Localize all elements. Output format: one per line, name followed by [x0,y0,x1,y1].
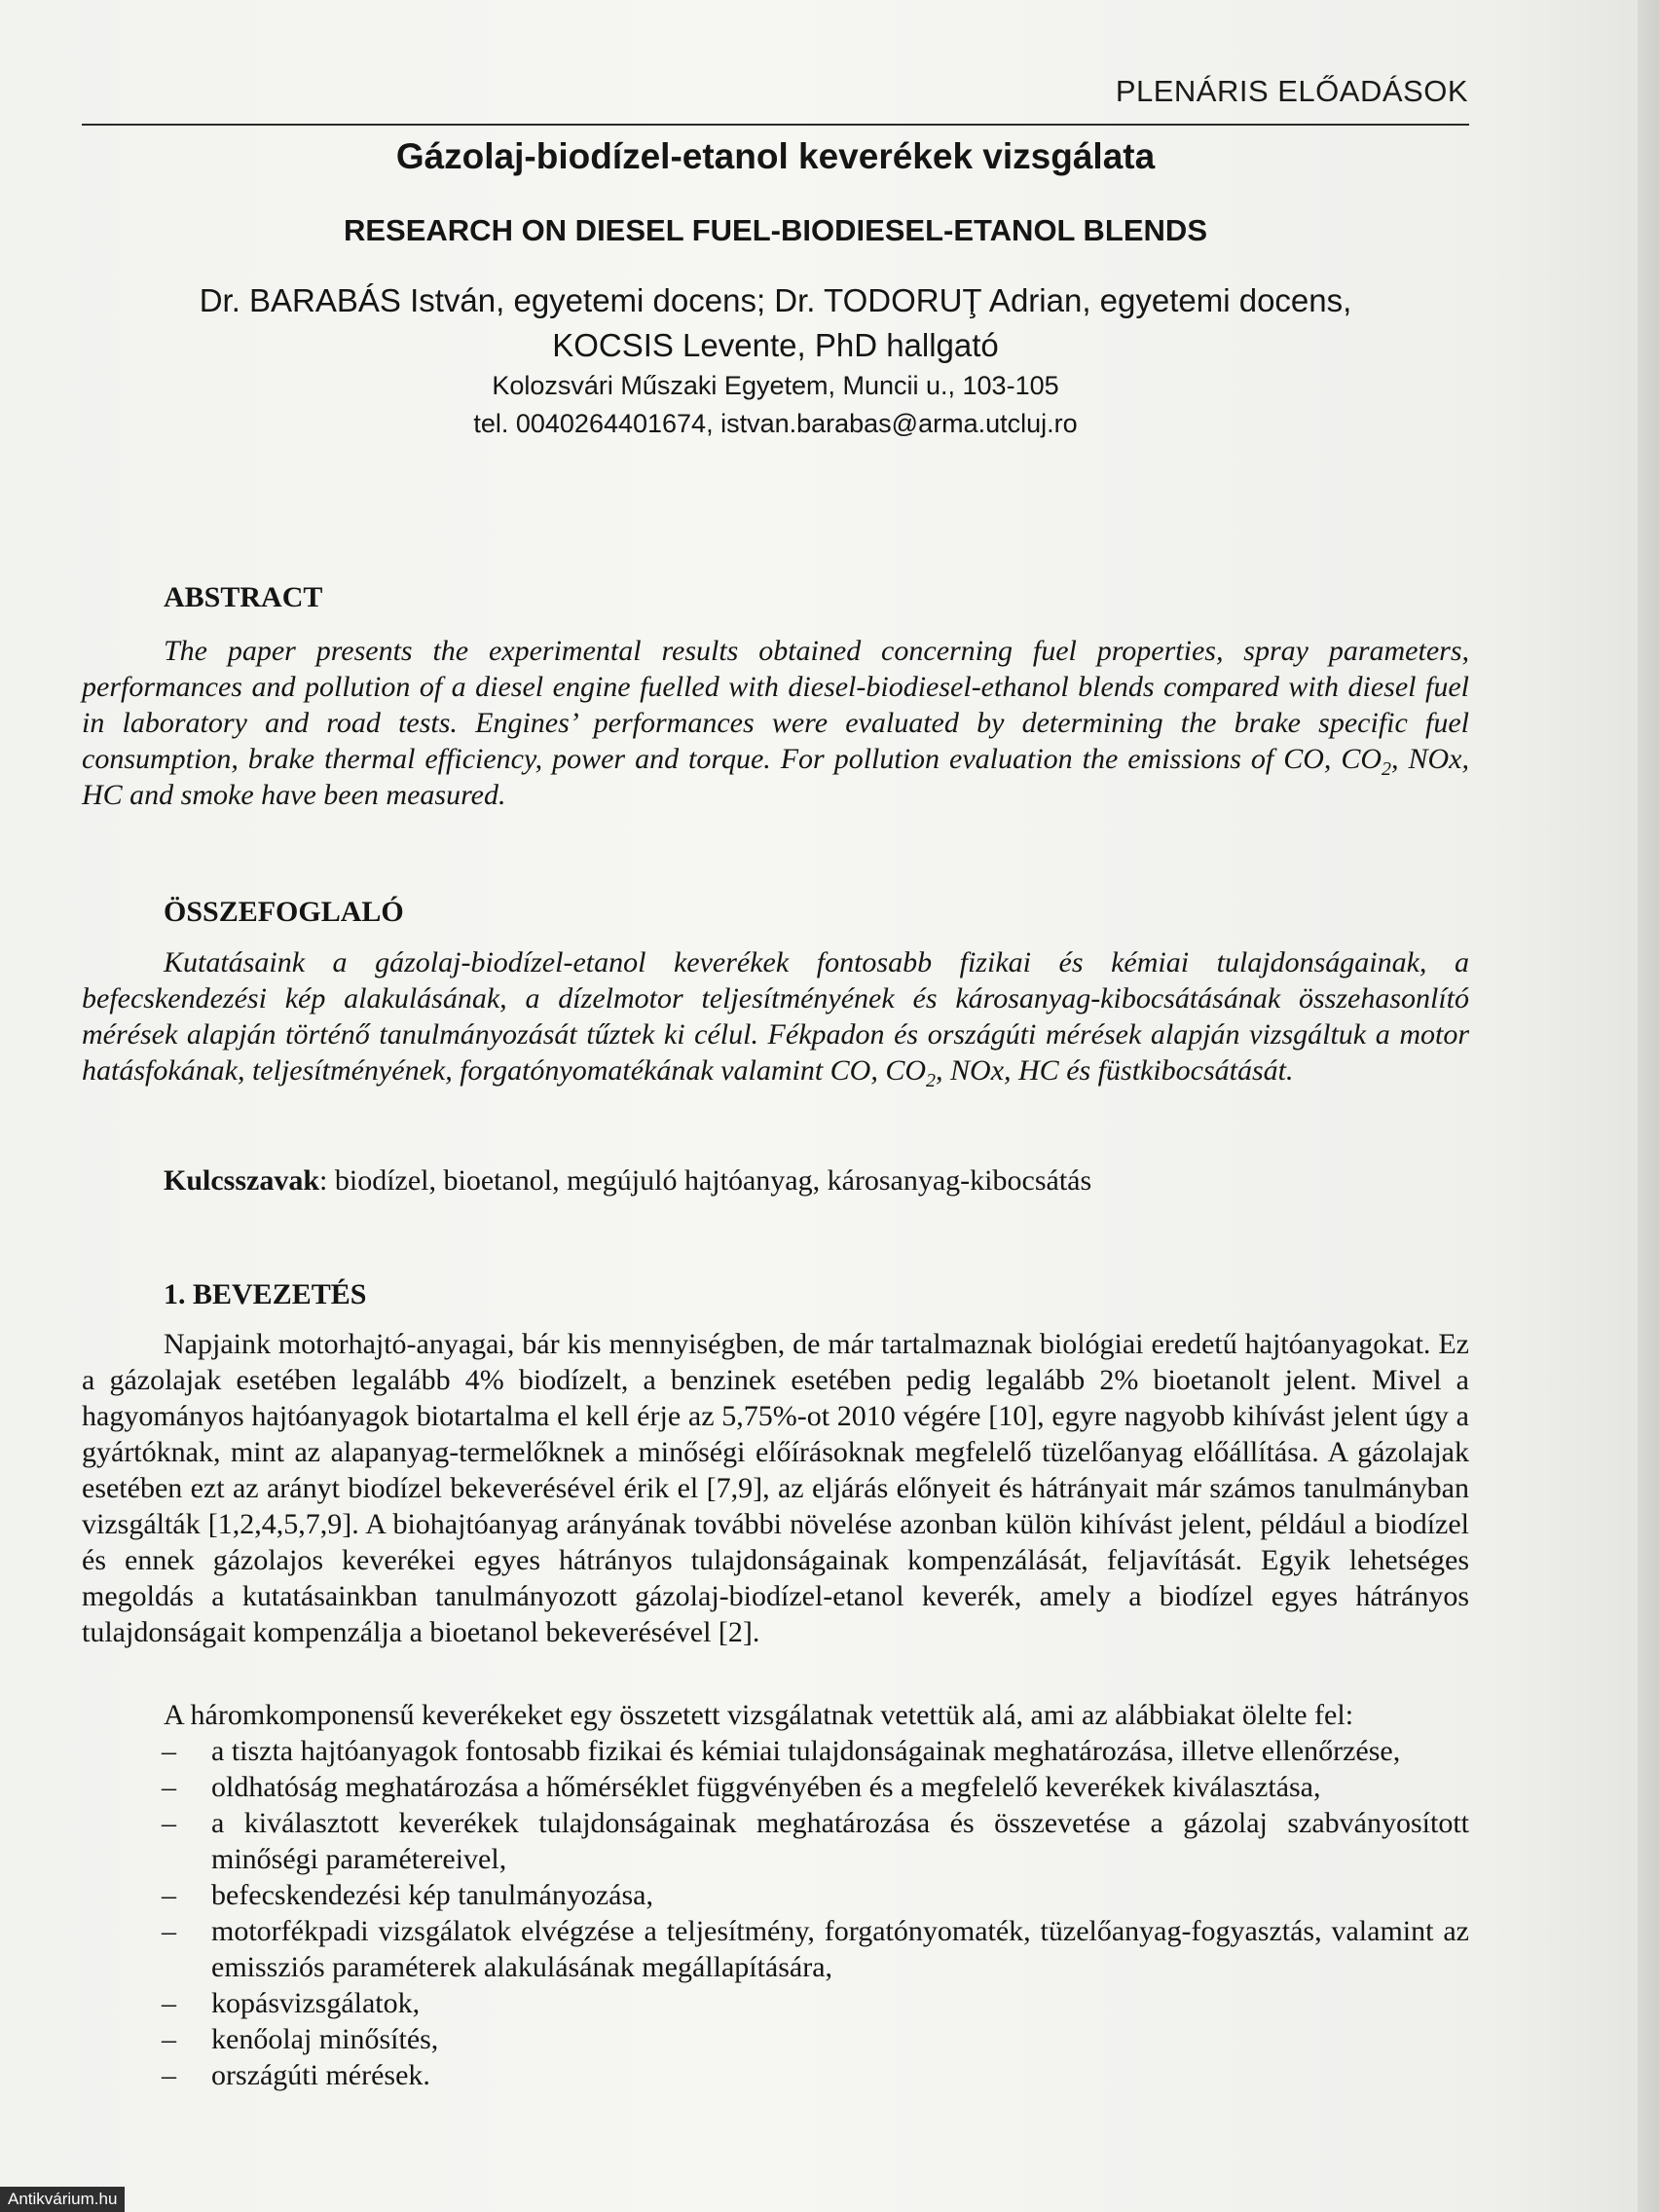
investigation-list [82,1733,1469,2093]
list-item [82,1769,1469,1805]
paper-subtitle: RESEARCH ON DIESEL FUEL-BIODIESEL-ETANOL BLENDS [343,213,1207,247]
keywords-label: Kulcsszavak [164,1164,320,1197]
list-item-text: kenőolaj minősítés, [211,2023,439,2055]
list-dash: – [162,1879,176,1911]
list-item-text: kopásvizsgálatok, [211,1987,421,2019]
abstract-text-main: The paper presents the experimental results obtained concerning fuel properties, spray parameters, performances and pollution of a diesel engine fuelled with diesel-biodiesel-ethanol blends compared with diesel fuel in laboratory and road tests. Engines’ performances were evaluated by determining the brake specific fuel consumption, brake thermal efficiency, power and torque. For pollution evaluation the emissions of CO, CO [82,635,1469,775]
list-dash: – [162,1735,176,1767]
list-item [82,1913,1469,1985]
abstract-text [82,633,1469,813]
summary-heading: ÖSSZEFOGLALÓ [164,896,404,928]
page-edge-shadow [1638,0,1659,2212]
list-item-text: a kiválasztott keverékek tulajdonságainak meghatározása és összevetése a gázolaj szabványosított minőségi paramétereivel, [211,1807,1469,1875]
list-item [82,1877,1469,1913]
abstract-subscript: 2 [1382,758,1392,780]
intro-paragraph-1: Napjaink motorhajtó-anyagai, bár kis mennyiségben, de már tartalmaznak biológiai eredetű hajtóanyagokat. Ez a gázolajak esetében legalább 4% biodízelt, a benzinek esetében pedig legalább 2% bioetanolt jelent. Mivel a hagyományos hajtóanyagok biotartalma el kell érje az 5,75%-ot 2010 végére [10], egyre nagyobb kihívást jelent úgy a gyártóknak, mint az alapanyag-termelőknek a minőségi előírásoknak megfelelő tüzelőanyag előállítása. A gázolajak esetében ezt az arányt biodízel bekeverésével érik el [7,9], az eljárás előnyeit és hátrányait már számos tanulmányban vizsgálták [1,2,4,5,7,9]. A biohajtóanyag arányának további növelése azonban külön kihívást jelent, például a biodízel és ennek gázolajos keverékei egyes hátrányos tulajdonságainak kompenzálását, feljavítását. Egyik lehetséges megoldás a kutatásainkban tanulmányozott gázolaj-biodízel-etanol keverék, amely a biodízel egyes hátrányos tulajdonságait kompenzálja a bioetanol bekeverésével [2]. [82,1328,1469,1648]
list-item [82,1805,1469,1877]
paper-title: Gázolaj-biodízel-etanol keverékek vizsgálata [395,136,1156,176]
keywords-text: : biodízel, bioetanol, megújuló hajtóanyag, károsanyag-kibocsátás [319,1164,1092,1197]
list-item-text: oldhatóság meghatározása a hőmérséklet függvényében és a megfelelő keverékek kiválasztása, [211,1771,1321,1803]
summary-subscript: 2 [926,1070,937,1091]
list-item [82,2057,1469,2093]
keywords [164,1164,1469,1198]
list-item [82,1985,1469,2021]
list-dash: – [162,1915,176,1947]
watermark: Antikvárium.hu [0,2187,125,2212]
list-item-text: országúti mérések. [211,2059,430,2091]
list-dash: – [162,2023,176,2055]
affiliation-line-2: tel. 0040264401674, istvan.barabas@arma.utcluj.ro [473,409,1078,438]
summary-text-end: , NOx, HC és füstkibocsátását. [936,1054,1294,1087]
list-item [82,1733,1469,1769]
list-item-text: befecskendezési kép tanulmányozása, [211,1879,653,1911]
list-dash: – [162,1771,176,1803]
list-item-text: motorfékpadi vizsgálatok elvégzése a teljesítmény, forgatónyomaték, tüzelőanyag-fogyasztás, valamint az emissziós paraméterek alakulásának megállapítására, [211,1915,1469,1983]
list-dash: – [162,2059,176,2091]
authors-line-1: Dr. BARABÁS István, egyetemi docens; Dr. TODORUŢ Adrian, egyetemi docens, [199,282,1352,318]
summary-text-main: Kutatásaink a gázolaj-biodízel-etanol keverékek fontosabb fizikai és kémiai tulajdonságainak, a befecskendezési kép alakulásának, a dízelmotor teljesítményének és károsanyag-kibocsátásának összehasonlító mérések alapján történő tanulmányozását tűztek ki célul. Fékpadon és országúti mérések alapján vizsgáltuk a motor hatásfokának, teljesítményének, forgatónyomatékának valamint CO, CO [82,946,1469,1087]
intro-heading: 1. BEVEZETÉS [164,1278,367,1310]
list-dash: – [162,1807,176,1839]
authors-line-2: KOCSIS Levente, PhD hallgató [552,327,999,363]
list-dash: – [162,1987,176,2019]
affiliation-line-1: Kolozsvári Műszaki Egyetem, Muncii u., 103-105 [492,371,1059,400]
running-header: PLENÁRIS ELŐADÁSOK [1115,74,1468,108]
affiliation [82,367,1469,443]
list-item-text: a tiszta hajtóanyagok fontosabb fizikai és kémiai tulajdonságainak meghatározása, illetve ellenőrzése, [211,1735,1401,1767]
intro-paragraph-2: A háromkomponensű keverékeket egy összetett vizsgálatnak vetettük alá, ami az alábbiakat ölelte fel: [164,1699,1354,1731]
authors [82,278,1469,368]
abstract-heading: ABSTRACT [164,581,323,613]
summary-text [82,944,1469,1091]
list-item [82,2021,1469,2057]
header-rule [82,124,1469,126]
abstract-text-end: , NOx, HC and smoke have been measured. [82,743,1469,811]
